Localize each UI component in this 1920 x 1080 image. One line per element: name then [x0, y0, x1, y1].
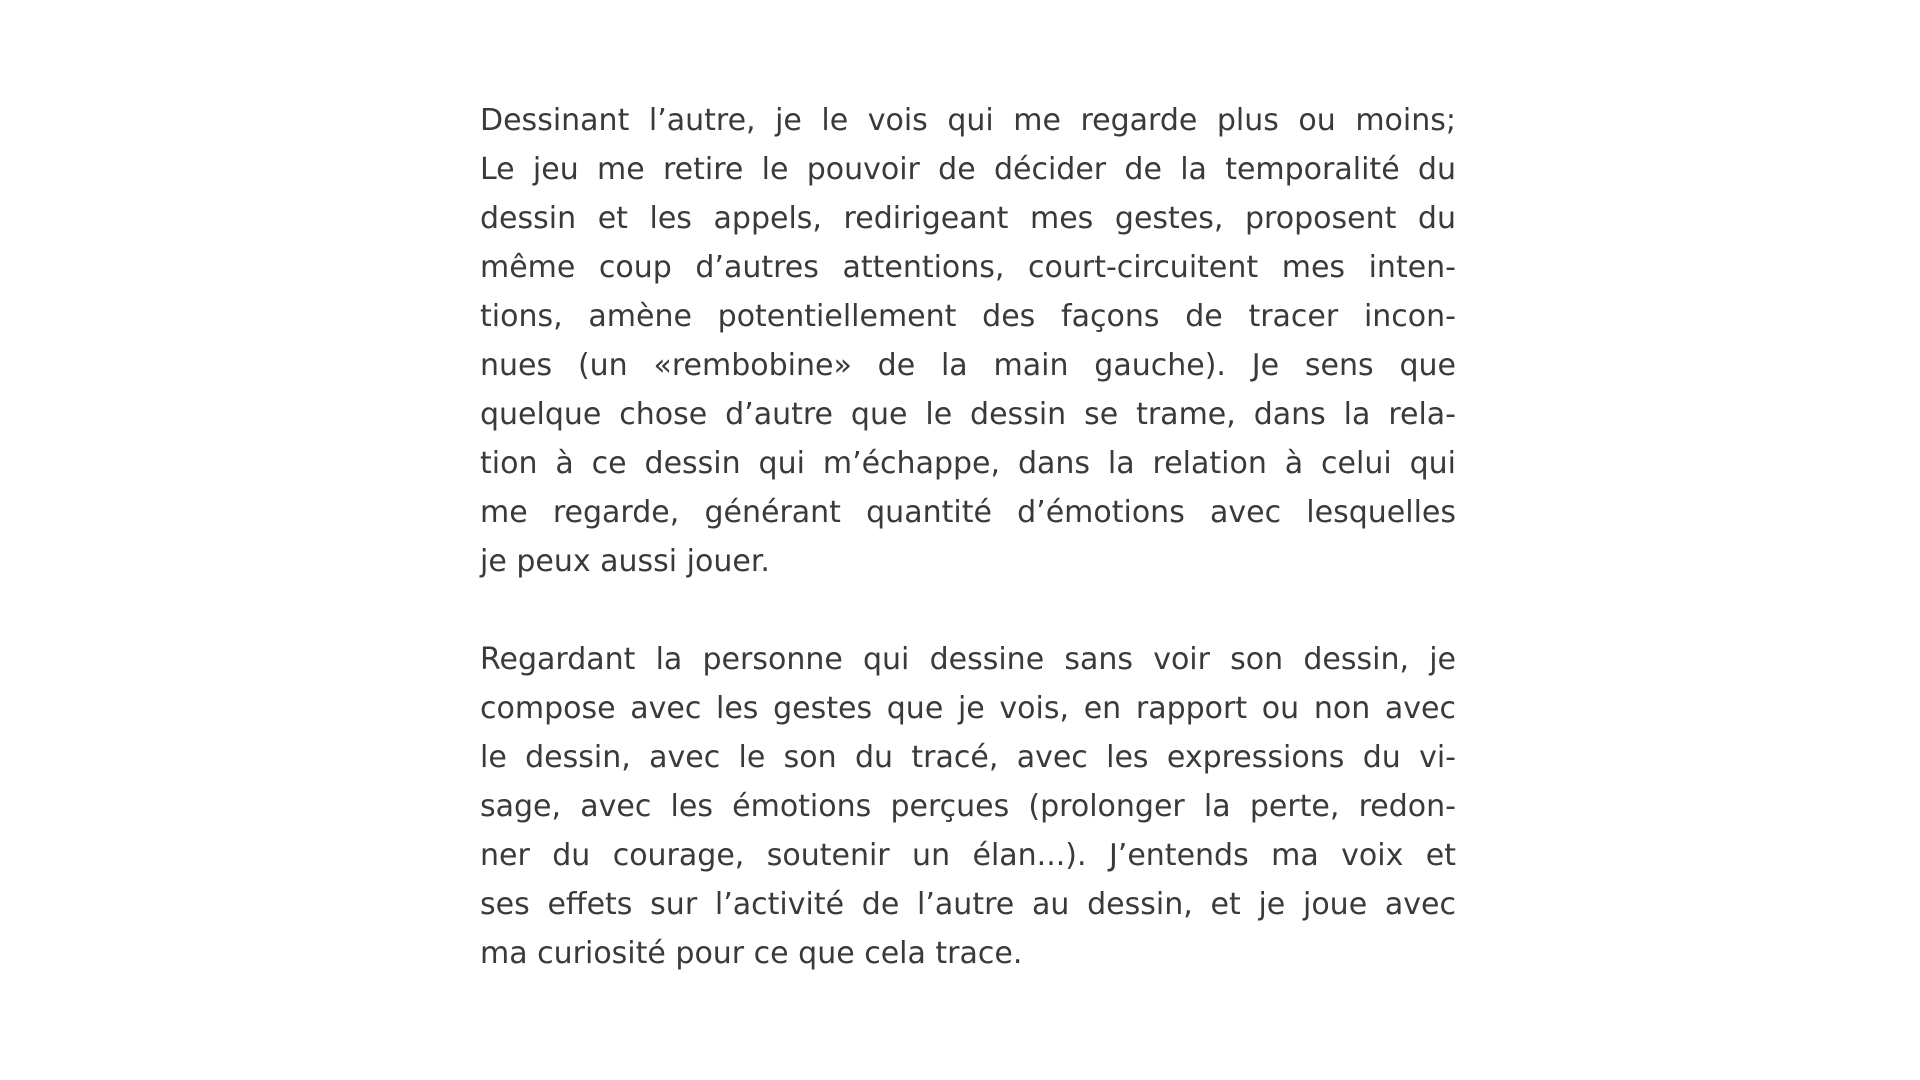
paragraph-line: je peux aussi jouer. [480, 544, 770, 579]
paragraph-line: me regarde, générant quantité d’émotions avec lesquelles [480, 495, 1456, 530]
text-column [480, 96, 1456, 978]
paragraph-1 [480, 96, 1456, 586]
paragraph-line: Dessinant l’autre, je le vois qui me regarde plus ou moins; [480, 103, 1456, 138]
paragraph-line: ma curiosité pour ce que cela trace. [480, 936, 1023, 971]
paragraph-line: sage, avec les émotions perçues (prolonger la perte, redon- [480, 789, 1456, 824]
paragraph-line: tions, amène potentiellement des façons de tracer incon- [480, 299, 1456, 334]
paragraph-line: ses effets sur l’activité de l’autre au dessin, et je joue avec [480, 887, 1456, 922]
paragraph-line: nues (un «rembobine» de la main gauche). Je sens que [480, 348, 1456, 383]
paragraph-line: même coup d’autres attentions, court-circuitent mes inten- [480, 250, 1456, 285]
paragraph-gap [480, 586, 1456, 635]
paragraph-line: Le jeu me retire le pouvoir de décider de la temporalité du [480, 152, 1456, 187]
paragraph-line: compose avec les gestes que je vois, en rapport ou non avec [480, 691, 1456, 726]
paragraph-line: dessin et les appels, redirigeant mes gestes, proposent du [480, 201, 1456, 236]
paragraph-line: le dessin, avec le son du tracé, avec les expressions du vi- [480, 740, 1456, 775]
paragraph-line: quelque chose d’autre que le dessin se trame, dans la rela- [480, 397, 1456, 432]
paragraph-line: tion à ce dessin qui m’échappe, dans la relation à celui qui [480, 446, 1456, 481]
paragraph-line: Regardant la personne qui dessine sans voir son dessin, je [480, 642, 1456, 677]
paragraph-line: ner du courage, soutenir un élan...). J’entends ma voix et [480, 838, 1456, 873]
paragraph-2 [480, 635, 1456, 978]
